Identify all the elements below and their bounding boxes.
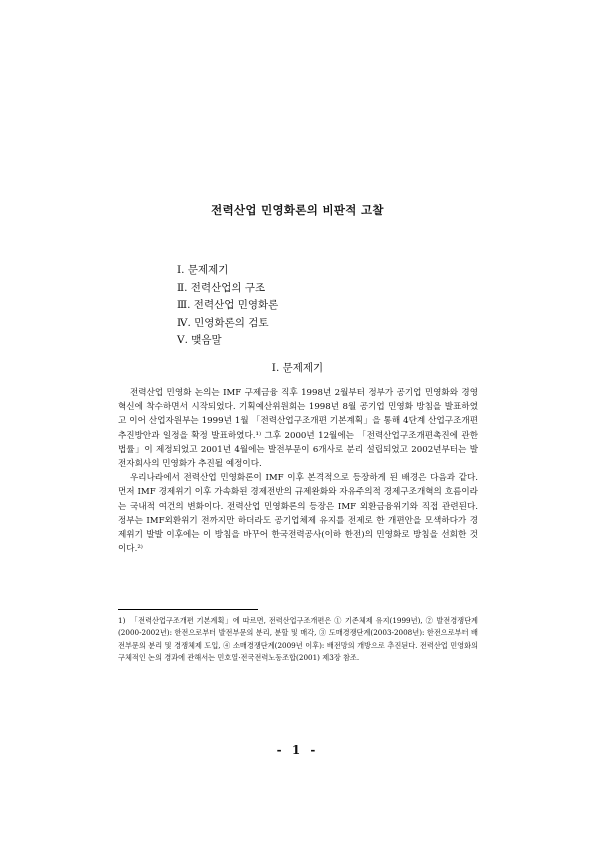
table-of-contents <box>177 262 278 350</box>
toc-item: Ⅴ. 맺음말 <box>177 334 222 347</box>
body-text <box>118 386 478 556</box>
toc-item: Ⅲ. 전력산업 민영화론 <box>177 299 279 312</box>
section-heading: Ⅰ. 문제제기 <box>271 362 324 374</box>
page-number: - 1 - <box>276 743 319 757</box>
toc-item: Ⅰ. 문제제기 <box>177 264 229 276</box>
toc-item: Ⅳ. 민영화론의 검토 <box>177 316 269 329</box>
footnote <box>118 615 478 665</box>
paragraph: 전력산업 민영화 논의는 IMF 구제금융 직후 1998년 2월부터 정부가 공기업 민영화와 경영혁신에 착수하면서 시작되었다. 기획예산위원회는 1998년 8월 공기업 민영화 방침을 발표하였고 이어 산업자원부는 1999년 1월 「전력산업구조개편 기본계획」을 통해 4단계 산업구조개편 추진방안과 일정을 확정 발표하였다.¹⁾ 그후 2000년 12월에는 「전력산업구조개편촉진에 관한 법률」이 제정되었고 2001년 4월에는 발전부문이 6개사로 분리 설립되었고 2002년부터는 발전자회사의 민영화가 추진될 예정이다. <box>118 388 478 470</box>
footnote-marker: 1) <box>118 616 126 625</box>
document-title: 전력산업 민영화론의 비판적 고찰 <box>211 203 384 217</box>
toc-item: Ⅱ. 전력산업의 구조 <box>177 281 266 294</box>
footnote-divider <box>118 609 258 610</box>
paragraph: 우리나라에서 전력산업 민영화론이 IMF 이후 본격적으로 등장하게 된 배경은 다음과 같다. 먼저 IMF 경제위기 이후 가속화된 경제전반의 규제완화와 자유주의적 경제구조개혁의 흐름이라는 국내적 여건의 변화이다. 전력산업 민영화론의 등장은 IMF 외환금융위기와 직접 관련된다. 정부는 IMF외환위기 전까지만 하더라도 공기업체제 유지를 전제로 한 개편안을 모색하다가 경제위기 발발 이후에는 이 방침을 바꾸어 한국전력공사(이하 한전)의 민영화로 방침을 선회한 것이다.²⁾ <box>118 473 478 555</box>
footnote-text: 「전력산업구조개편 기본계획」에 따르면, 전력산업구조개편은 ① 기존체제 유지(1999년), ② 발전경쟁단계(2000-2002년): 한전으로부터 발전부문의 분리, 분할 및 매각, ③ 도매경쟁단계(2003-2008년): 한전으로부터 배전부문의 분리 및 경쟁체제 도입, ④ 소매경쟁단계(2009년 이후): 배전망의 개방으로 추진된다. 전력산업 민영화의 구체적인 논의 경과에 관해서는 민호열·전국전력노동조합(2001) 제3장 참조. <box>118 616 478 663</box>
